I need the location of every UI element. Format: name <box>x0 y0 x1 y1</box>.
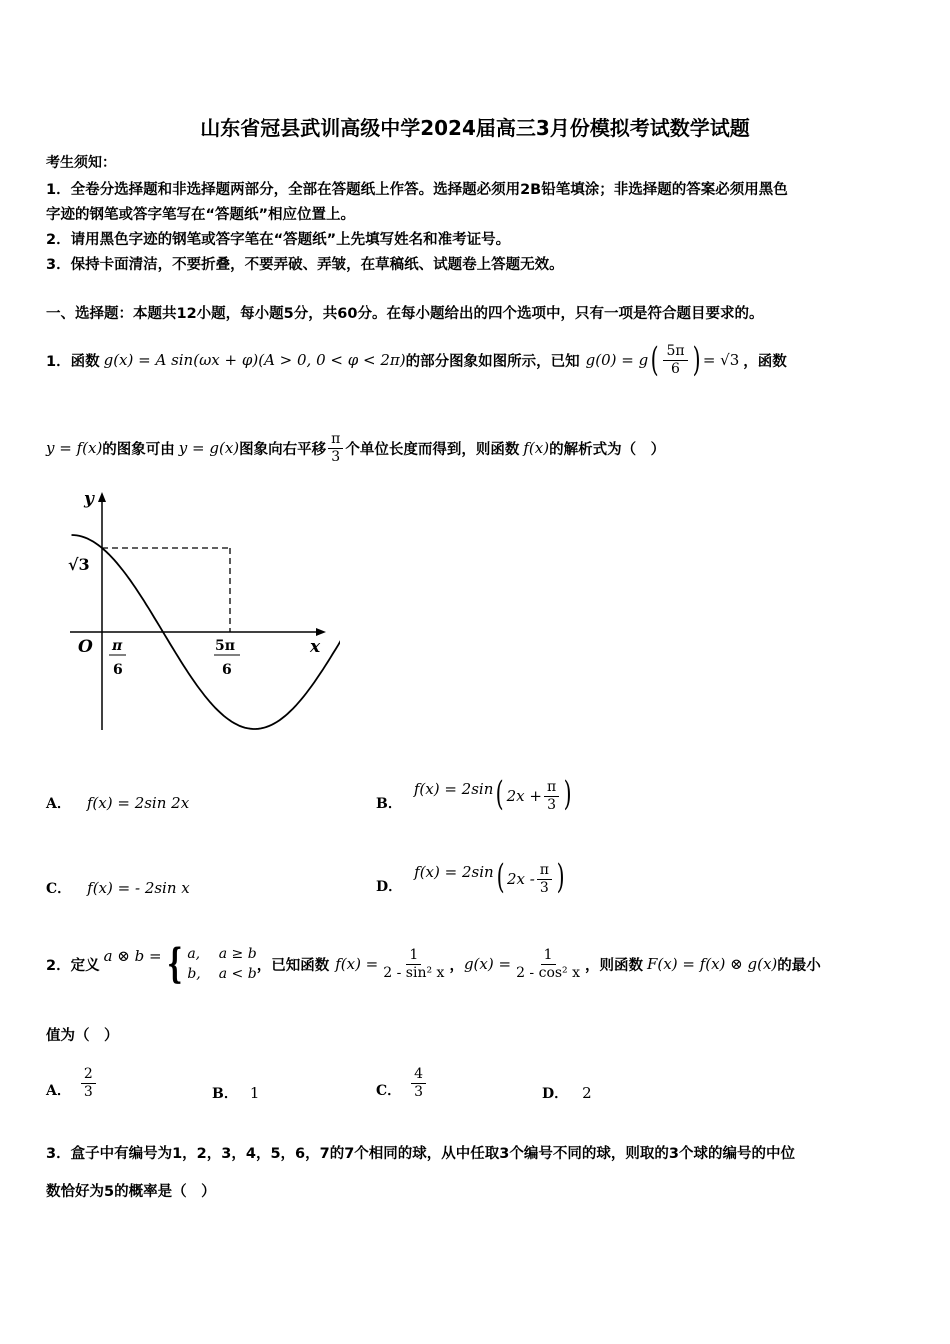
q2-option-c-letter: C． <box>376 1083 402 1099</box>
q1-option-c-letter: C． <box>46 881 72 897</box>
q2-option-c[interactable] <box>376 1058 428 1108</box>
q1-option-d-paren-r: ) <box>556 857 565 897</box>
q2-g-num: 1 <box>541 947 556 965</box>
q2-option-a[interactable] <box>46 1058 98 1108</box>
q2-option-a-den: 3 <box>83 1083 93 1100</box>
q1-option-d-pre: f(x) = 2sin <box>414 863 494 881</box>
q2-case2-cond: a < b <box>218 966 257 982</box>
notice-item-1a: 1．全卷分选择题和非选择题两部分，全部在答题纸上作答。选择题必须用2B铅笔填涂；非选择题的答案必须用黑色 <box>46 182 788 198</box>
q1-line2 <box>46 428 665 468</box>
q1-option-b-frac <box>544 779 559 814</box>
q1-option-b-pre: f(x) = 2sin <box>413 780 494 798</box>
notice-item-1b: 字迹的钢笔或答字笔写在“答题纸”相应位置上。 <box>46 207 356 223</box>
q2-option-a-num: 2 <box>81 1066 96 1084</box>
q1-text-2: 的部分图象如图所示，已知 <box>405 353 580 370</box>
q2-option-a-letter: A． <box>46 1083 71 1099</box>
q1-f2-expr: f(x) <box>523 439 550 457</box>
q2-option-a-frac <box>81 1066 96 1101</box>
section-heading: 一、选择题：本题共12小题，每小题5分，共60分。在每小题给出的四个选项中，只有一项是符合题目要求的。 <box>46 306 764 322</box>
q1-option-c-expr: f(x) = - 2sin x <box>87 879 190 897</box>
q1-option-b[interactable] <box>376 770 574 822</box>
q2-option-d[interactable] <box>542 1078 592 1108</box>
q1-cond-num: 5π <box>663 343 687 361</box>
q2-f-lhs: f(x) = <box>335 955 379 973</box>
q1-option-b-den: 3 <box>547 796 557 813</box>
q1-shift-fraction <box>328 431 343 466</box>
q1-function: g(x) = A sin(ωx + φ)(A > 0, 0 < φ < 2π) <box>103 351 406 369</box>
q1-graph <box>60 480 340 740</box>
q1-cond-paren-right: ) <box>692 340 701 380</box>
q1-option-d-den: 3 <box>539 879 549 896</box>
page-title: 山东省冠县武训高级中学2024届高三3月份模拟考试数学试题 <box>200 116 750 140</box>
q1-option-d[interactable] <box>376 853 567 905</box>
q2-option-b-letter: B． <box>212 1086 238 1102</box>
x-axis-label: x <box>310 637 321 657</box>
q1-option-b-in: 2x + <box>506 787 542 805</box>
q1-l2-text3: 个单位长度而得到，则函数 <box>345 441 520 458</box>
q2-option-b[interactable] <box>212 1078 259 1108</box>
q2-case1-cond: a ≥ b <box>218 946 257 962</box>
q1-line1 <box>46 338 787 382</box>
q1-f-expr: y = f(x) <box>46 439 103 457</box>
q2-f-frac <box>380 947 447 982</box>
q1-l2-text2: 图象向右平移 <box>239 441 327 458</box>
tick1-num: π <box>112 638 123 654</box>
x-axis-arrow <box>316 628 326 636</box>
q1-option-d-frac <box>537 862 552 897</box>
q3-line2: 数恰好为5的概率是（ ） <box>46 1184 216 1200</box>
q1-option-a-letter: A． <box>46 796 71 812</box>
q1-cond-rhs: = √3 <box>702 351 740 369</box>
y-axis-label: y <box>84 489 94 509</box>
q2-g-lhs: g(x) = <box>463 955 512 973</box>
notice-heading: 考生须知： <box>46 155 116 171</box>
q1-cond-paren-left: ( <box>650 340 659 380</box>
sqrt3-label: √3 <box>68 555 90 574</box>
q1-l2-text1: 的图象可由 <box>102 441 175 458</box>
q1-option-a[interactable] <box>46 785 189 821</box>
q1-text-3: ，函数 <box>743 353 787 370</box>
q1-g-expr: y = g(x) <box>178 439 240 457</box>
q2-option-b-value: 1 <box>249 1084 260 1102</box>
q2-case2-val: b, <box>187 966 201 982</box>
q2-number-text: 2．定义 <box>46 957 100 974</box>
q2-line2: 值为（ ） <box>46 1028 119 1044</box>
q2-g-den: 2 - cos² x <box>516 964 581 981</box>
q1-option-d-letter: D． <box>376 879 403 895</box>
q1-option-b-letter: B． <box>376 796 402 812</box>
q2-option-d-letter: D． <box>542 1086 569 1102</box>
q1-option-b-paren-l: ( <box>496 774 504 814</box>
q1-option-d-num: π <box>537 862 552 880</box>
q2-case1-val: a, <box>187 946 201 962</box>
origin-label: O <box>78 637 93 657</box>
q1-number-text: 1．函数 <box>46 353 100 370</box>
q1-option-d-in: 2x - <box>506 870 535 888</box>
q1-option-c[interactable] <box>46 870 190 906</box>
q1-option-a-expr: f(x) = 2sin 2x <box>86 794 190 812</box>
q2-option-c-num: 4 <box>411 1066 426 1084</box>
q1-option-d-paren-l: ( <box>496 857 505 897</box>
q2-f-den: 2 - sin² x <box>383 964 445 981</box>
q1-option-b-paren-r: ) <box>563 774 572 814</box>
notice-item-3: 3．保持卡面清洁，不要折叠，不要弄破、弄皱，在草稿纸、试题卷上答题无效。 <box>46 257 564 273</box>
q2-brace: { <box>166 940 183 987</box>
q1-cond-lhs: g(0) = g <box>585 351 649 369</box>
q2-option-c-den: 3 <box>414 1083 424 1100</box>
q2-text-4: 的最小 <box>777 957 821 974</box>
q3-line1: 3．盒子中有编号为1，2，3，4，5，6，7的7个相同的球，从中任取3个编号不同的球，则取的3个球的编号的中位 <box>46 1146 795 1162</box>
q1-l2-text4: 的解析式为（ ） <box>549 441 666 458</box>
q2-line1 <box>46 936 821 992</box>
notice-item-2: 2．请用黑色字迹的钢笔或答字笔在“答题纸”上先填写姓名和准考证号。 <box>46 232 511 248</box>
q1-cond-fraction <box>663 343 687 378</box>
q1-shift-den: 3 <box>331 448 341 465</box>
q2-def-lhs: a ⊗ b = <box>103 947 162 965</box>
y-axis-arrow <box>98 492 106 502</box>
q2-case-conds <box>219 944 257 984</box>
tick2-den: 6 <box>222 662 232 678</box>
q1-shift-num: π <box>328 431 343 449</box>
q2-text-3: ，则函数 <box>585 957 644 974</box>
tick2-num: 5π <box>215 638 235 654</box>
q1-cond-den: 6 <box>671 360 680 377</box>
tick1-den: 6 <box>113 662 123 678</box>
q2-f-num: 1 <box>406 947 421 965</box>
q2-option-c-frac <box>411 1066 426 1101</box>
q2-g-frac <box>513 947 583 982</box>
q2-case-values <box>187 944 200 984</box>
q2-text-2: ，已知函数 <box>256 957 330 974</box>
q2-option-d-value: 2 <box>582 1084 592 1102</box>
q2-comma: ， <box>449 957 464 974</box>
q2-F-expr: F(x) = f(x) ⊗ g(x) <box>647 955 778 973</box>
q1-option-b-num: π <box>544 779 559 797</box>
